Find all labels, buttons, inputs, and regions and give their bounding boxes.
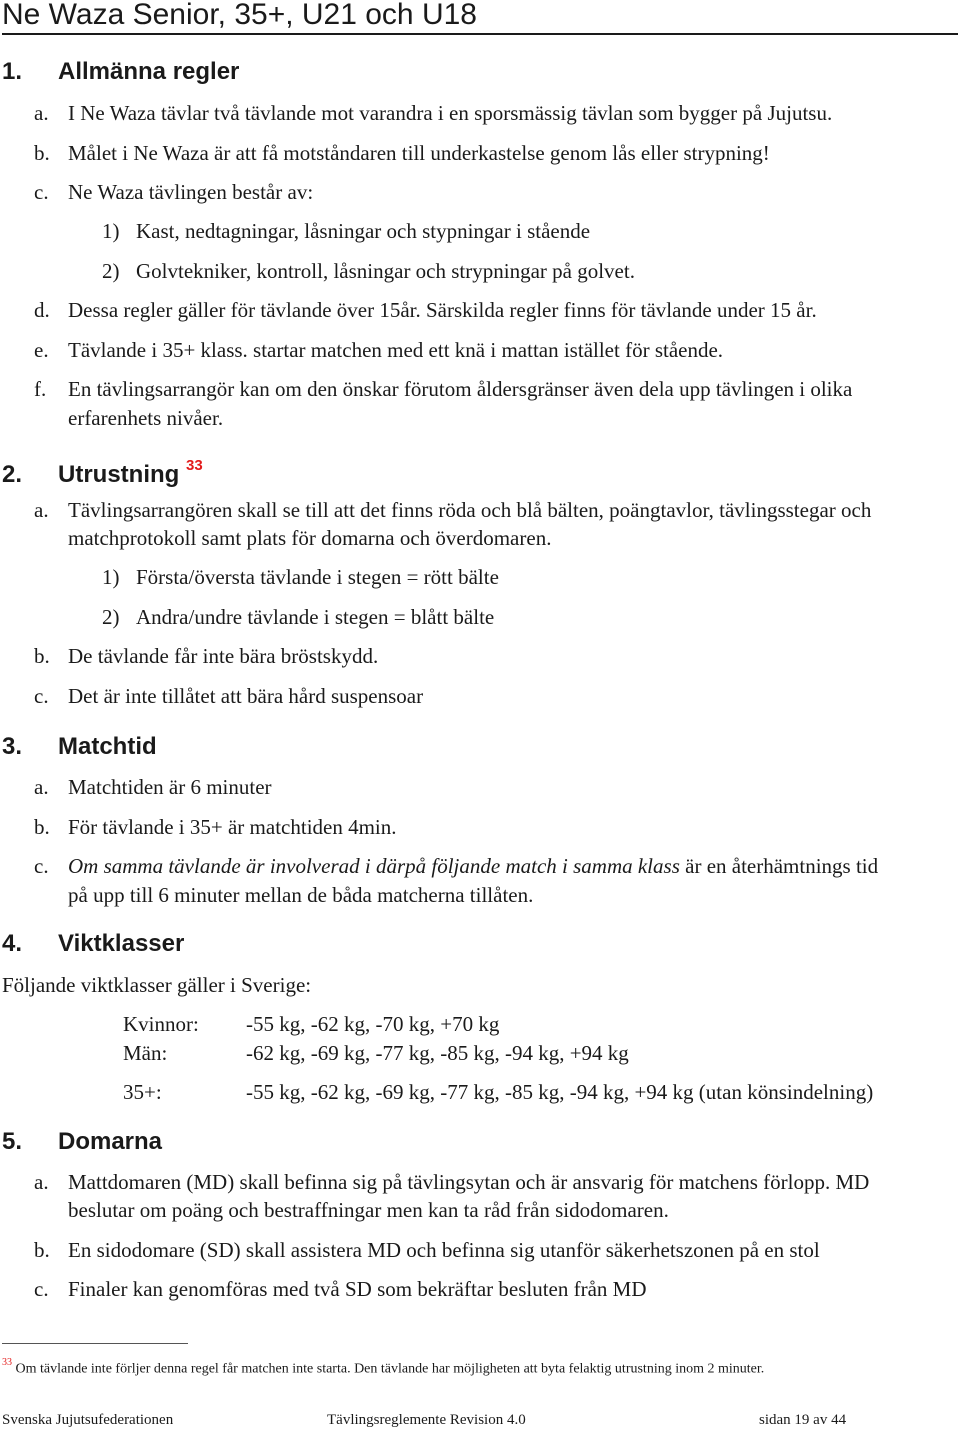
weight-class-label: 35+: (123, 1080, 162, 1104)
section-title: Allmänna regler (58, 58, 240, 85)
italic-text: Om samma tävlande är involverad i därpå följande match i samma klass (68, 854, 680, 878)
section-number: 1. (2, 58, 23, 85)
section-title: Viktklasser (58, 930, 185, 957)
section-number: 4. (2, 930, 23, 957)
section-title: Domarna (58, 1128, 163, 1155)
section-number: 2. (2, 461, 23, 488)
section-heading-5 (2, 1128, 162, 1156)
footer-organization: Svenska Jujutsufederationen (2, 1412, 174, 1428)
section-heading-3 (2, 733, 157, 761)
section-title: Matchtid (58, 733, 157, 760)
weight-class-label: Kvinnor: (123, 1012, 199, 1036)
footnote (2, 1356, 764, 1379)
section-number: 5. (2, 1128, 23, 1155)
weight-class-values: -55 kg, -62 kg, -69 kg, -77 kg, -85 kg, -94 kg, +94 kg (utan könsindelning) (246, 1080, 874, 1104)
footer-document: Tävlingsreglemente Revision 4.0 (327, 1412, 526, 1428)
footnote-number: 33 (2, 1357, 12, 1368)
weight-class-values: -55 kg, -62 kg, -70 kg, +70 kg (246, 1012, 500, 1036)
footer-page-number: sidan 19 av 44 (759, 1412, 847, 1428)
footnote-divider (2, 1343, 188, 1344)
weight-class-label: Män: (123, 1041, 168, 1065)
title-divider (2, 33, 958, 35)
footnote-text: Om tävlande inte förljer denna regel får matchen inte starta. Den tävlande har möjligheten att byta felaktig utrustning inom 2 minuter. (15, 1361, 765, 1377)
weight-class-values: -62 kg, -69 kg, -77 kg, -85 kg, -94 kg, +94 kg (246, 1041, 629, 1065)
section-number: 3. (2, 733, 23, 760)
section-intro: Följande viktklasser gäller i Sverige: (2, 973, 312, 997)
footnote-reference: 33 (185, 457, 203, 474)
section-title: Utrustning (58, 461, 180, 488)
section-heading-2 (2, 455, 203, 489)
page-title: Ne Waza Senior, 35+, U21 och U18 (2, 0, 477, 31)
section-heading-4 (2, 930, 184, 958)
section-heading-1 (2, 58, 239, 86)
